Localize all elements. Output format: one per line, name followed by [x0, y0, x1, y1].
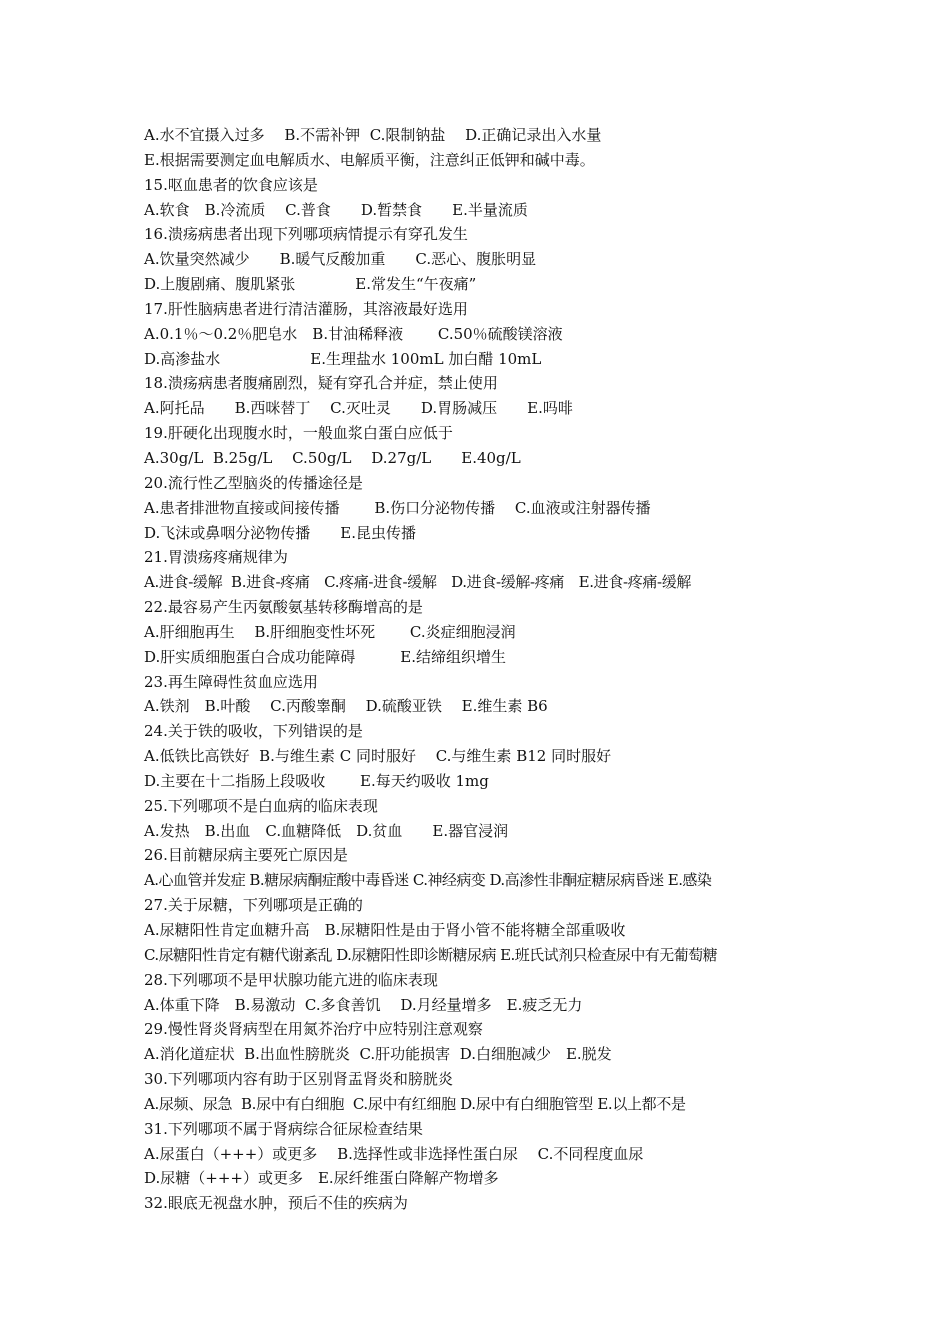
text-line: E.根据需要测定血电解质水、电解质平衡，注意纠正低钾和碱中毒。 — [144, 150, 595, 169]
question-18: 18.溃疡病患者腹痛剧烈，疑有穿孔合并症，禁止使用 — [144, 374, 498, 393]
text-line: A.铁剂 B.叶酸 C.丙酸睾酮 D.硫酸亚铁 E.维生素 B6 — [144, 697, 548, 716]
question-28: 28.下列哪项不是甲状腺功能亢进的临床表现 — [144, 970, 438, 989]
question-26: 26.目前糖尿病主要死亡原因是 — [144, 846, 348, 865]
question-23: 23.再生障碍性贫血应选用 — [144, 672, 318, 691]
question-27: 27.关于尿糖，下列哪项是正确的 — [144, 896, 363, 915]
text-line: A.水不宜摄入过多 B.不需补钾 C.限制钠盐 D.正确记录出入水量 — [144, 126, 602, 144]
text-line: A.尿蛋白（+++）或更多 B.选择性或非选择性蛋白尿 C.不同程度血尿 — [144, 1144, 644, 1163]
question-29: 29.慢性肾炎肾病型在用氮芥治疗中应特别注意观察 — [144, 1020, 483, 1039]
question-20: 20.流行性乙型脑炎的传播途径是 — [144, 473, 363, 492]
text-line: A.尿糖阳性肯定血糖升高 B.尿糖阳性是由于肾小管不能将糖全部重吸收 — [144, 921, 626, 939]
text-line: A.0.1％～0.2％肥皂水 B.甘油稀释液 C.50％硫酸镁溶液 — [144, 324, 563, 343]
text-line: D.尿糖（+++）或更多 E.尿纤维蛋白降解产物增多 — [144, 1169, 499, 1188]
text-line: A.患者排泄物直接或间接传播 B.伤口分泌物传播 C.血液或注射器传播 — [144, 498, 651, 517]
text-line: A.阿托品 B.西咪替丁 C.灭吐灵 D.胃肠减压 E.吗啡 — [144, 399, 573, 418]
question-16: 16.溃疡病患者出现下列哪项病情提示有穿孔发生 — [144, 225, 468, 244]
text-line: D.高渗盐水 E.生理盐水 100mL 加白醋 10mL — [144, 349, 542, 368]
text-line: D.肝实质细胞蛋白合成功能障碍 E.结缔组织增生 — [144, 647, 506, 666]
question-21: 21.胃溃疡疼痛规律为 — [144, 548, 288, 567]
question-17: 17.肝性脑病患者进行清洁灌肠，其溶液最好选用 — [144, 299, 468, 318]
text-line: D.飞沫或鼻咽分泌物传播 E.昆虫传播 — [144, 523, 416, 542]
question-15: 15.呕血患者的饮食应该是 — [144, 175, 318, 194]
text-line: D.上腹剧痛、腹肌紧张 E.常发生“午夜痛” — [144, 275, 477, 294]
text-line: C.尿糖阳性肯定有糖代谢紊乱 D.尿糖阳性即诊断糖尿病 E.班氏试剂只检查尿中有无葡萄糖 — [144, 945, 718, 964]
text-line: A.进食-缓解 B.进食-疼痛 C.疼痛-进食-缓解 D.进食-缓解-疼痛 E.进食-疼痛-缓解 — [144, 573, 692, 592]
question-25: 25.下列哪项不是白血病的临床表现 — [144, 796, 378, 815]
text-line: D.主要在十二指肠上段吸收 E.每天约吸收 1mg — [144, 771, 489, 790]
text-line: A.体重下降 B.易激动 C.多食善饥 D.月经量增多 E.疲乏无力 — [144, 995, 583, 1014]
question-22: 22.最容易产生丙氨酸氨基转移酶增高的是 — [144, 598, 423, 617]
text-line: A.软食 B.冷流质 C.普食 D.暂禁食 E.半量流质 — [144, 200, 528, 219]
question-30: 30.下列哪项内容有助于区别肾盂肾炎和膀胱炎 — [144, 1070, 453, 1089]
text-line: A.尿频、尿急 B.尿中有白细胞 C.尿中有红细胞 D.尿中有白细胞管型 E.以上都不是 — [144, 1094, 686, 1113]
text-line: A.心血管并发症 B.糖尿病酮症酸中毒昏迷 C.神经病变 D.高渗性非酮症糖尿病昏迷 E.感染 — [144, 871, 712, 890]
question-19: 19.肝硬化出现腹水时，一般血浆白蛋白应低于 — [144, 424, 453, 443]
text-line: A.30g/L B.25g/L C.50g/L D.27g/L E.40g/L — [144, 448, 521, 467]
question-text-block — [144, 123, 824, 1216]
text-line: A.消化道症状 B.出血性膀胱炎 C.肝功能损害 D.白细胞减少 E.脱发 — [144, 1045, 612, 1064]
text-line: A.低铁比高铁好 B.与维生素 C 同时服好 C.与维生素 B12 同时服好 — [144, 747, 612, 766]
question-24: 24.关于铁的吸收，下列错误的是 — [144, 722, 363, 741]
text-line: A.肝细胞再生 B.肝细胞变性坏死 C.炎症细胞浸润 — [144, 622, 516, 641]
text-line: A.发热 B.出血 C.血糖降低 D.贫血 E.器官浸润 — [144, 821, 509, 840]
text-line: A.饮量突然减少 B.暖气反酸加重 C.恶心、腹胀明显 — [144, 250, 537, 269]
question-31: 31.下列哪项不属于肾病综合征尿检查结果 — [144, 1119, 423, 1138]
question-32: 32.眼底无视盘水肿，预后不佳的疾病为 — [144, 1194, 408, 1213]
